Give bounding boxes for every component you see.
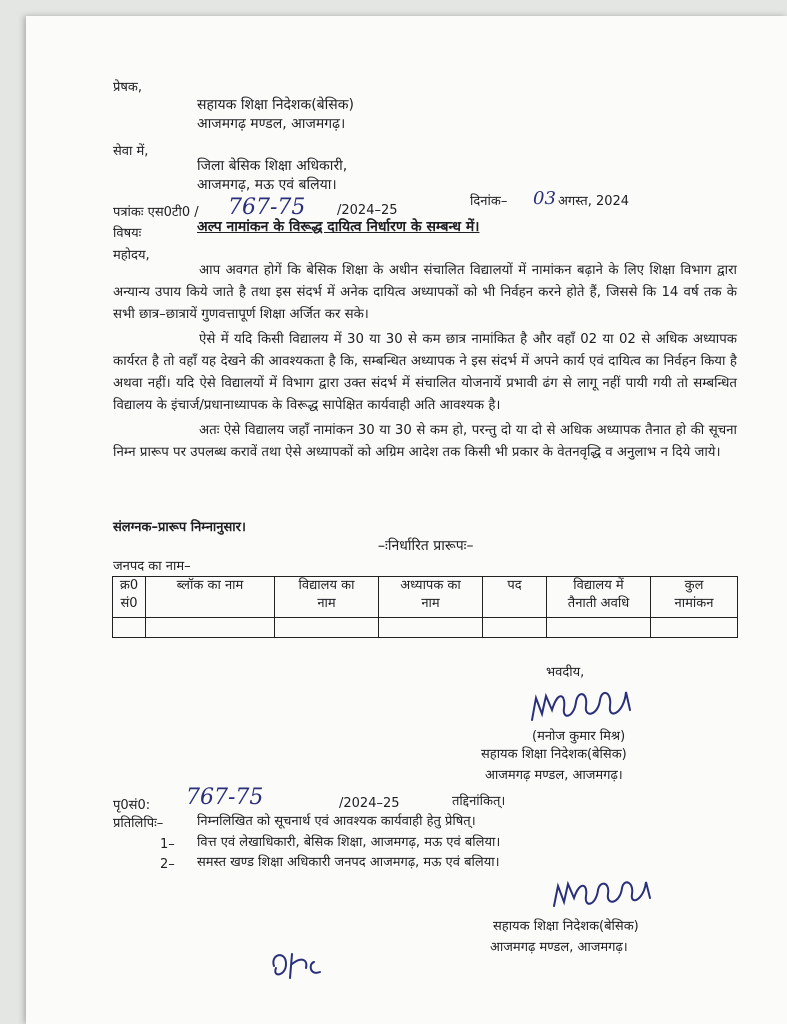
handwritten-mark (268, 948, 330, 982)
table-cell (275, 618, 379, 638)
enclosure-note: संलग्नक–प्रारूप निम्नानुसार। (113, 520, 246, 535)
closing-designation: सहायक शिक्षा निदेशक(बेसिक) (481, 747, 627, 762)
table-cell (113, 618, 146, 638)
table-cell (483, 618, 547, 638)
body-para-3: अतः ऐसे विद्यालय जहाँ नामांकन 30 या 30 से कम हो, परन्तु दो या दो से अधिक अध्यापक तैनात हो की सूचना निम्न प्रारूप पर उपलब्ध करावें तथा ऐसे अध्यापकों को अग्रिम आदेश तक किसी भी प्रकार के वेतनवृद्धि व अनुलाभ न दिये जाये। (113, 423, 737, 460)
recipient-label: सेवा में, (113, 144, 149, 159)
janpad-label: जनपद का नाम– (113, 559, 191, 574)
table-row (113, 618, 738, 638)
patrank-number-handwritten: 767-75 (228, 195, 306, 220)
header-line: क्र0 (119, 578, 139, 593)
body-text (113, 260, 737, 464)
table-cell (146, 618, 275, 638)
copy-label: प्रतिलिपिः– (113, 816, 164, 831)
endorsement-date: तद्दिनांकित्। (452, 794, 506, 809)
recipient-line2: आजमगढ़, मऊ एवं बलिया। (197, 177, 337, 193)
sender-line2: आजमगढ़ मण्डल, आजमगढ़। (197, 116, 346, 132)
body-para-2: ऐसे में यदि किसी विद्यालय में 30 या 30 से कम छात्र नामांकित है और वहाँ 02 या 02 से अधिक अध्यापक कार्यरत है तो वहाँ यह देखने की आवश्यकता है कि, सम्बन्धित अध्यापक ने इस संदर्भ में अपने कार्य एवं दायित्व का निर्वहन किया है अथवा नहीं। यदि ऐसे विद्यालयों में विभाग द्वारा उक्त संदर्भ में संचालित योजनायें प्रभावी ढंग से लागू नहीं पायी गयी तो सम्बन्धित विद्यालय के इंचार्ज/प्रधानाध्यापक के विरूद्ध सापेक्षित कार्यवाही अति आवश्यक है। (113, 332, 737, 413)
patrank-label: पत्रांकः एस0टी0 / (113, 205, 199, 220)
table-header-row (113, 577, 738, 618)
copy-intro: निम्नलिखित को सूचनार्थ एवं आवश्यक कार्यवाही हेतु प्रेषित्। (197, 814, 476, 829)
header-line: सं0 (120, 596, 138, 611)
bhavdiya: भवदीय, (546, 665, 585, 680)
table-header-cell (651, 577, 738, 618)
header-line: नामांकन (674, 596, 714, 611)
table-header-cell (113, 577, 146, 618)
signatory-name: (मनोज कुमार मिश्र) (532, 729, 626, 744)
header-line: विद्यालय में (573, 578, 624, 593)
sender-label: प्रेषक, (113, 80, 143, 95)
table-header-cell (379, 577, 483, 618)
header-line: ब्लॉक का नाम (176, 578, 244, 593)
table-cell (379, 618, 483, 638)
header-line: तैनाती अवधि (567, 596, 630, 611)
table-cell (651, 618, 738, 638)
header-line: नाम (317, 596, 336, 611)
signature-2 (550, 872, 662, 914)
date-label: दिनांक– (470, 194, 508, 209)
copy-item-1-text: वित्त एवं लेखाधिकारी, बेसिक शिक्षा, आजमगढ़, मऊ एवं बलिया। (197, 835, 501, 850)
endorsement-ref-label: पृ0सं0: (113, 798, 151, 813)
table-header-cell (483, 577, 547, 618)
format-table (112, 576, 738, 638)
header-line: कुल (684, 578, 704, 593)
patrank-year: /2024–25 (337, 203, 398, 218)
table-cell (547, 618, 651, 638)
signature-1 (528, 680, 646, 728)
header-line: अध्यापक का (400, 578, 461, 593)
copy-item-2-num: 2– (160, 857, 175, 872)
format-title: –ःनिर्धारित प्रारूपः– (378, 538, 474, 554)
table-header-cell (547, 577, 651, 618)
endorsement-number-handwritten: 767-75 (186, 785, 264, 810)
table-header-cell (146, 577, 275, 618)
copy-item-1-num: 1– (160, 837, 175, 852)
endorsement-designation: सहायक शिक्षा निदेशक(बेसिक) (493, 919, 639, 934)
body-para-1: आप अवगत होगें कि बेसिक शिक्षा के अधीन संचालित विद्यालयों में नामांकन बढ़ाने के लिए शिक्षा विभाग द्वारा अन्यान्य उपाय किये जाते है तथा इस संदर्भ में अनेक दायित्व अध्यापकों को भी निर्वहन करने होते हैं, जिससे कि 14 वर्ष तक के सभी छात्र–छात्रायें गुणवत्तापूर्ण शिक्षा अर्जित कर सके। (113, 263, 737, 322)
copy-item-2-text: समस्त खण्ड शिक्षा अधिकारी जनपद आजमगढ़, मऊ एवं बलिया। (197, 855, 500, 870)
date-rest: अगस्त, 2024 (558, 194, 630, 209)
recipient-line1: जिला बेसिक शिक्षा अधिकारी, (197, 158, 348, 174)
subject-text: अल्प नामांकन के विरूद्ध दायित्व निर्धारण के सम्बन्ध में। (197, 219, 480, 235)
salutation: महोदय, (113, 248, 150, 263)
endorsement-office: आजमगढ़ मण्डल, आजमगढ़। (490, 940, 628, 955)
table-header-cell (275, 577, 379, 618)
date-day-handwritten: 03 (533, 188, 556, 209)
header-line: विद्यालय का (298, 578, 355, 593)
sender-line1: सहायक शिक्षा निदेशक(बेसिक) (197, 97, 354, 113)
endorsement-year: /2024–25 (339, 796, 400, 811)
subject-label: विषयः (113, 226, 142, 241)
closing-office: आजमगढ़ मण्डल, आजमगढ़। (485, 768, 623, 783)
header-line: पद (507, 578, 522, 593)
header-line: नाम (421, 596, 440, 611)
